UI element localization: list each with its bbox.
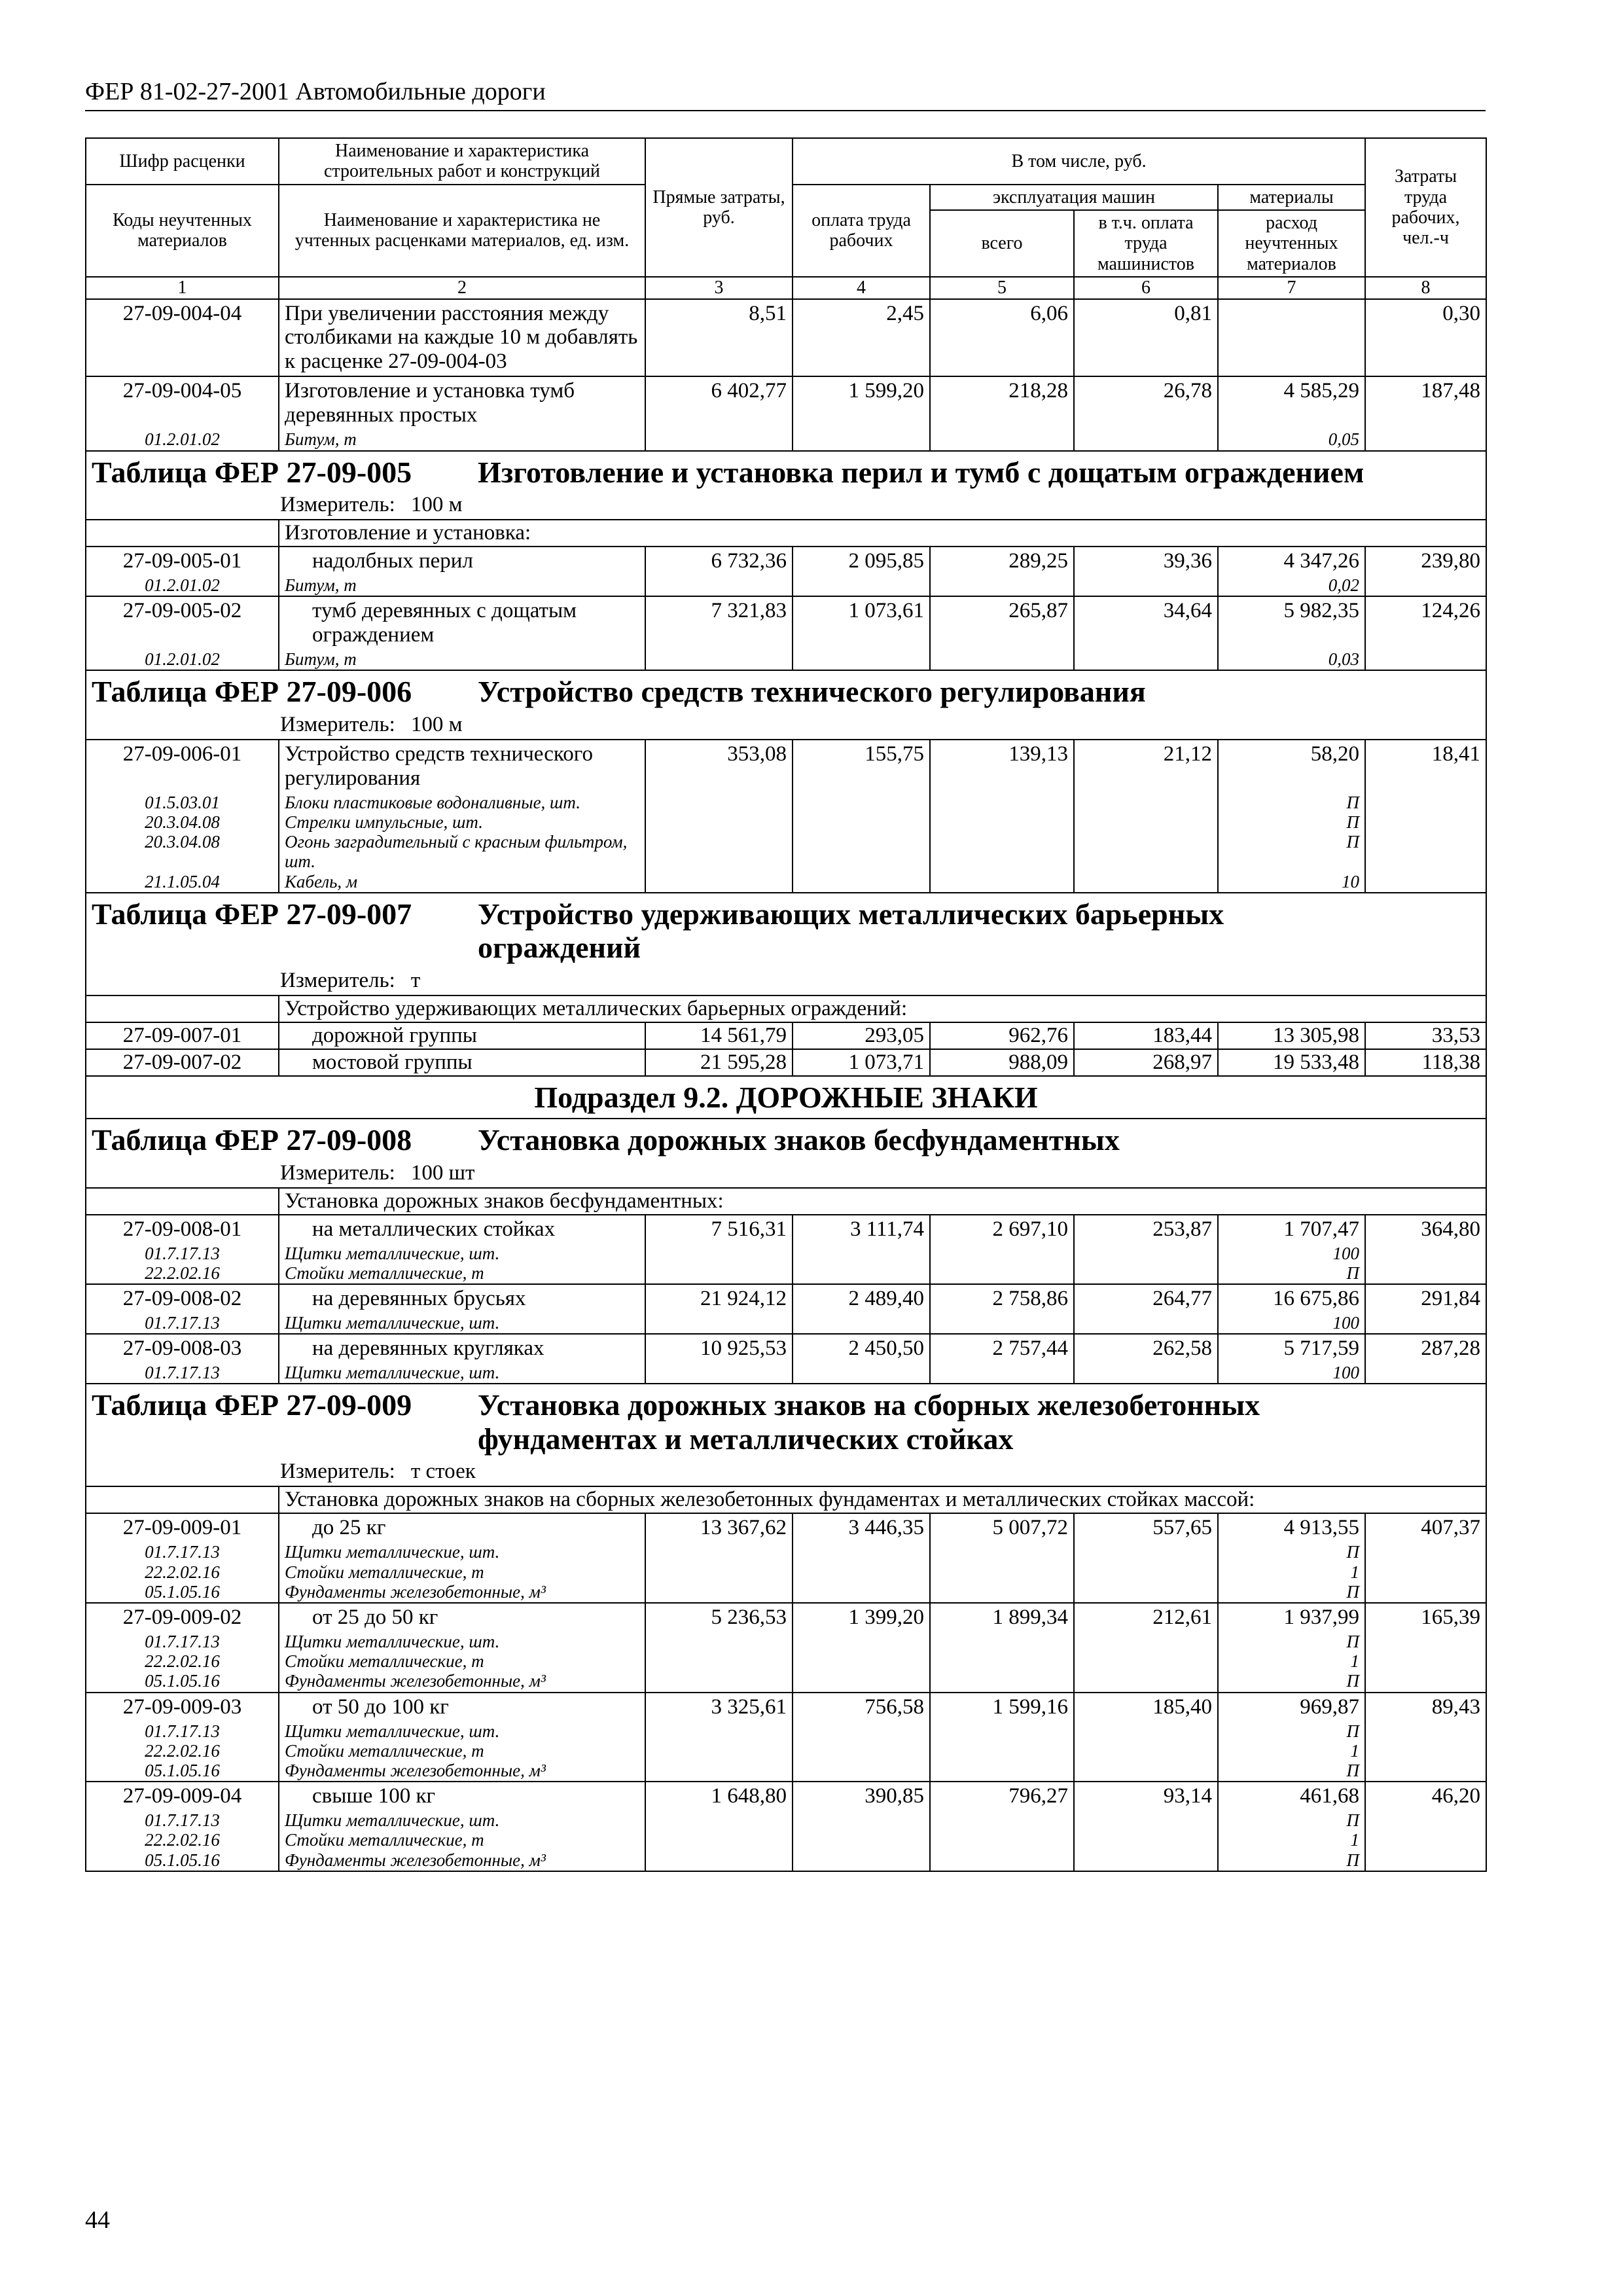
material-code: 05.1.05.16 bbox=[86, 1850, 279, 1871]
material-code: 01.7.17.13 bbox=[86, 1363, 279, 1384]
labor-cost: 390,85 bbox=[793, 1782, 930, 1810]
labor-cost: 3 111,74 bbox=[793, 1215, 930, 1244]
direct-cost: 14 561,79 bbox=[645, 1022, 793, 1049]
table-row bbox=[86, 1603, 1486, 1632]
material-code: 01.5.03.01 bbox=[86, 793, 279, 812]
material-code: 05.1.05.16 bbox=[86, 1761, 279, 1782]
material-row bbox=[86, 1542, 1486, 1562]
material-name: Битум, т bbox=[279, 429, 645, 450]
machinist-cost: 264,77 bbox=[1074, 1284, 1218, 1313]
table-title-row bbox=[86, 893, 1486, 969]
material-qty: 1 bbox=[1218, 1562, 1365, 1582]
th-hours: Затраты труда рабочих, чел.-ч bbox=[1365, 138, 1486, 277]
direct-cost: 353,08 bbox=[645, 740, 793, 793]
labor-hours: 18,41 bbox=[1365, 740, 1486, 793]
th-labor: оплата труда рабочих bbox=[793, 185, 930, 277]
material-row bbox=[86, 1810, 1486, 1830]
material-code: 21.1.05.04 bbox=[86, 872, 279, 893]
material-qty: П bbox=[1218, 1810, 1365, 1830]
rate-name: на металлических стойках bbox=[279, 1215, 645, 1244]
th-mach-total: всего bbox=[930, 210, 1074, 277]
rate-code: 27-09-006-01 bbox=[86, 740, 279, 793]
material-code: 05.1.05.16 bbox=[86, 1671, 279, 1692]
material-qty: П bbox=[1218, 1721, 1365, 1741]
material-code: 01.7.17.13 bbox=[86, 1632, 279, 1651]
table-name: Установка дорожных знаков бесфундаментных bbox=[478, 1123, 1120, 1157]
rates-table bbox=[85, 137, 1487, 1872]
table-title bbox=[86, 670, 1486, 713]
col-number: 4 bbox=[793, 277, 930, 298]
table-title bbox=[86, 1119, 1486, 1161]
material-qty: П bbox=[1218, 1761, 1365, 1782]
material-code: 22.2.02.16 bbox=[86, 1263, 279, 1284]
labor-cost: 1 073,61 bbox=[793, 596, 930, 649]
group-row bbox=[86, 1486, 1486, 1513]
direct-cost: 21 595,28 bbox=[645, 1049, 793, 1076]
measure-unit: т bbox=[410, 968, 421, 992]
material-name: Фундаменты железобетонные, м³ bbox=[279, 1761, 645, 1782]
th-direct: Прямые затраты, руб. bbox=[645, 138, 793, 277]
table-row bbox=[86, 1782, 1486, 1810]
rate-code: 27-09-009-01 bbox=[86, 1513, 279, 1542]
labor-hours: 187,48 bbox=[1365, 376, 1486, 429]
material-qty: П bbox=[1218, 1632, 1365, 1651]
th-name: Наименование и характеристика строительных работ и конструкций bbox=[279, 138, 645, 185]
machinist-cost: 183,44 bbox=[1074, 1022, 1218, 1049]
measure-label: Измеритель: bbox=[280, 493, 395, 517]
table-row bbox=[86, 596, 1486, 649]
machinist-cost: 253,87 bbox=[1074, 1215, 1218, 1244]
table-code: Таблица ФЕР 27-09-007 bbox=[92, 897, 412, 931]
material-name: Стойки металлические, т bbox=[279, 1263, 645, 1284]
measure bbox=[86, 493, 1486, 520]
machine-cost: 1 899,34 bbox=[930, 1603, 1074, 1632]
material-name: Щитки металлические, шт. bbox=[279, 1244, 645, 1263]
material-row bbox=[86, 1671, 1486, 1692]
material-cost: 5 982,35 bbox=[1218, 596, 1365, 649]
table-code: Таблица ФЕР 27-09-009 bbox=[92, 1388, 412, 1422]
material-qty: 1 bbox=[1218, 1830, 1365, 1850]
material-code: 01.7.17.13 bbox=[86, 1313, 279, 1334]
material-row bbox=[86, 1651, 1486, 1671]
table-row bbox=[86, 376, 1486, 429]
material-code: 22.2.02.16 bbox=[86, 1741, 279, 1761]
material-code: 22.2.02.16 bbox=[86, 1562, 279, 1582]
material-cost bbox=[1218, 299, 1365, 377]
machine-cost: 2 758,86 bbox=[930, 1284, 1074, 1313]
group-label: Установка дорожных знаков на сборных железобетонных фундаментах и металлических стойках массой: bbox=[279, 1486, 1486, 1513]
material-name: Щитки металлические, шт. bbox=[279, 1313, 645, 1334]
rate-name: При увеличении расстояния между столбиками на каждые 10 м добавлять к расценке 27-09-004-03 bbox=[279, 299, 645, 377]
rate-code: 27-09-008-01 bbox=[86, 1215, 279, 1244]
material-cost: 4 347,26 bbox=[1218, 547, 1365, 575]
material-name: Щитки металлические, шт. bbox=[279, 1542, 645, 1562]
rate-name: надолбных перил bbox=[279, 547, 645, 575]
measure-label: Измеритель: bbox=[280, 712, 395, 736]
table-code: Таблица ФЕР 27-09-005 bbox=[92, 455, 412, 489]
direct-cost: 13 367,62 bbox=[645, 1513, 793, 1542]
table-title bbox=[86, 1384, 1486, 1460]
labor-hours: 33,53 bbox=[1365, 1022, 1486, 1049]
col-number: 8 bbox=[1365, 277, 1486, 298]
material-row bbox=[86, 832, 1486, 871]
measure-unit: 100 шт bbox=[410, 1160, 475, 1185]
material-cost: 16 675,86 bbox=[1218, 1284, 1365, 1313]
machine-cost: 6,06 bbox=[930, 299, 1074, 377]
material-name: Стойки металлические, т bbox=[279, 1741, 645, 1761]
material-row bbox=[86, 812, 1486, 832]
th-machines: эксплуатация машин bbox=[930, 185, 1218, 210]
table-title-row bbox=[86, 670, 1486, 713]
table-row bbox=[86, 299, 1486, 377]
material-cost: 1 937,99 bbox=[1218, 1603, 1365, 1632]
machinist-cost: 26,78 bbox=[1074, 376, 1218, 429]
rate-name: на деревянных кругляках bbox=[279, 1334, 645, 1363]
col-number: 6 bbox=[1074, 277, 1218, 298]
material-code: 01.7.17.13 bbox=[86, 1542, 279, 1562]
page-header: ФЕР 81-02-27-2001 Автомобильные дороги bbox=[85, 77, 1486, 111]
labor-hours: 239,80 bbox=[1365, 547, 1486, 575]
material-cost: 969,87 bbox=[1218, 1693, 1365, 1721]
labor-hours: 287,28 bbox=[1365, 1334, 1486, 1363]
labor-cost: 3 446,35 bbox=[793, 1513, 930, 1542]
table-row bbox=[86, 1513, 1486, 1542]
labor-hours: 0,30 bbox=[1365, 299, 1486, 377]
rate-code: 27-09-008-03 bbox=[86, 1334, 279, 1363]
machine-cost: 962,76 bbox=[930, 1022, 1074, 1049]
rate-code: 27-09-007-02 bbox=[86, 1049, 279, 1076]
table-title-row bbox=[86, 1384, 1486, 1460]
material-code: 05.1.05.16 bbox=[86, 1582, 279, 1603]
material-name: Стойки металлические, т bbox=[279, 1562, 645, 1582]
rate-name: до 25 кг bbox=[279, 1513, 645, 1542]
section-row bbox=[86, 1076, 1486, 1119]
direct-cost: 3 325,61 bbox=[645, 1693, 793, 1721]
material-name: Стойки металлические, т bbox=[279, 1830, 645, 1850]
material-name: Блоки пластиковые водоналивные, шт. bbox=[279, 793, 645, 812]
material-row bbox=[86, 872, 1486, 893]
material-row bbox=[86, 1582, 1486, 1603]
labor-hours: 364,80 bbox=[1365, 1215, 1486, 1244]
table-row bbox=[86, 1284, 1486, 1313]
table-code: Таблица ФЕР 27-09-006 bbox=[92, 675, 412, 709]
material-name: Битум, т bbox=[279, 575, 645, 596]
material-name: Фундаменты железобетонные, м³ bbox=[279, 1671, 645, 1692]
machinist-cost: 557,65 bbox=[1074, 1513, 1218, 1542]
machinist-cost: 39,36 bbox=[1074, 547, 1218, 575]
labor-cost: 2,45 bbox=[793, 299, 930, 377]
th-materials: материалы bbox=[1218, 185, 1365, 210]
direct-cost: 5 236,53 bbox=[645, 1603, 793, 1632]
table-name-continued: фундаментах и металлических стойках bbox=[478, 1422, 1014, 1456]
table-name: Устройство средств технического регулирования bbox=[478, 675, 1146, 709]
measure-row bbox=[86, 969, 1486, 996]
material-qty: П bbox=[1218, 1542, 1365, 1562]
material-qty: П bbox=[1218, 832, 1365, 871]
material-row bbox=[86, 1632, 1486, 1651]
page-number: 44 bbox=[85, 2206, 110, 2234]
material-code: 20.3.04.08 bbox=[86, 812, 279, 832]
machine-cost: 1 599,16 bbox=[930, 1693, 1074, 1721]
material-name: Фундаменты железобетонные, м³ bbox=[279, 1850, 645, 1871]
rate-code: 27-09-005-02 bbox=[86, 596, 279, 649]
material-cost: 13 305,98 bbox=[1218, 1022, 1365, 1049]
material-row bbox=[86, 1363, 1486, 1384]
th-mat-codes: Коды неучтенных материалов bbox=[86, 185, 279, 277]
labor-cost: 1 399,20 bbox=[793, 1603, 930, 1632]
machine-cost: 289,25 bbox=[930, 547, 1074, 575]
material-qty: П bbox=[1218, 1263, 1365, 1284]
material-row bbox=[86, 1562, 1486, 1582]
table-title-row bbox=[86, 451, 1486, 493]
material-name: Битум, т bbox=[279, 649, 645, 670]
material-qty: 100 bbox=[1218, 1363, 1365, 1384]
col-number: 1 bbox=[86, 277, 279, 298]
material-code: 01.2.01.02 bbox=[86, 649, 279, 670]
material-cost: 4 585,29 bbox=[1218, 376, 1365, 429]
machinist-cost: 93,14 bbox=[1074, 1782, 1218, 1810]
material-qty: 100 bbox=[1218, 1313, 1365, 1334]
material-code: 01.2.01.02 bbox=[86, 429, 279, 450]
col-number: 7 bbox=[1218, 277, 1365, 298]
measure-unit: т стоек bbox=[410, 1460, 476, 1484]
group-label: Изготовление и установка: bbox=[279, 520, 1486, 547]
material-qty: П bbox=[1218, 1671, 1365, 1692]
measure-row bbox=[86, 1460, 1486, 1486]
labor-cost: 155,75 bbox=[793, 740, 930, 793]
rate-code: 27-09-005-01 bbox=[86, 547, 279, 575]
material-row bbox=[86, 1741, 1486, 1761]
material-qty: 1 bbox=[1218, 1741, 1365, 1761]
table-name: Установка дорожных знаков на сборных железобетонных bbox=[478, 1388, 1260, 1422]
material-code: 01.7.17.13 bbox=[86, 1244, 279, 1263]
machinist-cost: 34,64 bbox=[1074, 596, 1218, 649]
th-group: В том числе, руб. bbox=[793, 138, 1365, 185]
labor-cost: 2 450,50 bbox=[793, 1334, 930, 1363]
rate-code: 27-09-004-05 bbox=[86, 376, 279, 429]
machinist-cost: 212,61 bbox=[1074, 1603, 1218, 1632]
material-name: Фундаменты железобетонные, м³ bbox=[279, 1582, 645, 1603]
group-label: Устройство удерживающих металлических барьерных ограждений: bbox=[279, 996, 1486, 1022]
measure-label: Измеритель: bbox=[280, 1460, 395, 1484]
material-name: Огонь заградительный с красным фильтром, шт. bbox=[279, 832, 645, 871]
direct-cost: 10 925,53 bbox=[645, 1334, 793, 1363]
material-cost: 4 913,55 bbox=[1218, 1513, 1365, 1542]
table-code: Таблица ФЕР 27-09-008 bbox=[92, 1123, 412, 1157]
col-number: 5 bbox=[930, 277, 1074, 298]
col-number: 3 bbox=[645, 277, 793, 298]
th-mach-labor: в т.ч. оплата труда машинистов bbox=[1074, 210, 1218, 277]
rate-name: на деревянных брусьях bbox=[279, 1284, 645, 1313]
material-name: Щитки металлические, шт. bbox=[279, 1721, 645, 1741]
measure-row bbox=[86, 713, 1486, 740]
material-qty: 10 bbox=[1218, 872, 1365, 893]
labor-hours: 407,37 bbox=[1365, 1513, 1486, 1542]
labor-cost: 1 073,71 bbox=[793, 1049, 930, 1076]
material-code: 01.2.01.02 bbox=[86, 575, 279, 596]
machine-cost: 2 697,10 bbox=[930, 1215, 1074, 1244]
material-cost: 1 707,47 bbox=[1218, 1215, 1365, 1244]
rate-name: Изготовление и установка тумб деревянных простых bbox=[279, 376, 645, 429]
measure bbox=[86, 1460, 1486, 1486]
th-mat-usage: расход неучтенных материалов bbox=[1218, 210, 1365, 277]
material-code: 20.3.04.08 bbox=[86, 832, 279, 871]
rate-name: Устройство средств технического регулирования bbox=[279, 740, 645, 793]
material-row bbox=[86, 575, 1486, 596]
material-qty: 0,05 bbox=[1218, 429, 1365, 450]
table-row bbox=[86, 1215, 1486, 1244]
material-qty: П bbox=[1218, 793, 1365, 812]
th-code: Шифр расценки bbox=[86, 138, 279, 185]
table-row bbox=[86, 1049, 1486, 1076]
labor-hours: 89,43 bbox=[1365, 1693, 1486, 1721]
group-row bbox=[86, 996, 1486, 1022]
material-row bbox=[86, 793, 1486, 812]
machine-cost: 218,28 bbox=[930, 376, 1074, 429]
machine-cost: 5 007,72 bbox=[930, 1513, 1074, 1542]
header-row-1 bbox=[86, 138, 1486, 185]
measure bbox=[86, 969, 1486, 996]
group-row bbox=[86, 1188, 1486, 1215]
material-row bbox=[86, 1244, 1486, 1263]
direct-cost: 6 402,77 bbox=[645, 376, 793, 429]
th-mat-names: Наименование и характеристика не учтенных расценками материалов, ед. изм. bbox=[279, 185, 645, 277]
machinist-cost: 268,97 bbox=[1074, 1049, 1218, 1076]
material-cost: 5 717,59 bbox=[1218, 1334, 1365, 1363]
material-qty: 1 bbox=[1218, 1651, 1365, 1671]
material-code: 22.2.02.16 bbox=[86, 1830, 279, 1850]
material-cost: 461,68 bbox=[1218, 1782, 1365, 1810]
column-numbers-row bbox=[86, 277, 1486, 298]
material-cost: 58,20 bbox=[1218, 740, 1365, 793]
measure-row bbox=[86, 493, 1486, 520]
rate-code: 27-09-008-02 bbox=[86, 1284, 279, 1313]
group-row bbox=[86, 520, 1486, 547]
material-qty: П bbox=[1218, 1850, 1365, 1871]
material-name: Стойки металлические, т bbox=[279, 1651, 645, 1671]
material-code: 22.2.02.16 bbox=[86, 1651, 279, 1671]
table-row bbox=[86, 1693, 1486, 1721]
table-name-continued: ограждений bbox=[478, 931, 641, 965]
machine-cost: 796,27 bbox=[930, 1782, 1074, 1810]
table-title bbox=[86, 893, 1486, 969]
direct-cost: 21 924,12 bbox=[645, 1284, 793, 1313]
machinist-cost: 21,12 bbox=[1074, 740, 1218, 793]
machine-cost: 988,09 bbox=[930, 1049, 1074, 1076]
direct-cost: 1 648,80 bbox=[645, 1782, 793, 1810]
rate-code: 27-09-009-03 bbox=[86, 1693, 279, 1721]
material-name: Кабель, м bbox=[279, 872, 645, 893]
material-row bbox=[86, 1830, 1486, 1850]
direct-cost: 8,51 bbox=[645, 299, 793, 377]
table-row bbox=[86, 1022, 1486, 1049]
measure-row bbox=[86, 1161, 1486, 1188]
material-name: Щитки металлические, шт. bbox=[279, 1363, 645, 1384]
labor-hours: 165,39 bbox=[1365, 1603, 1486, 1632]
labor-cost: 2 095,85 bbox=[793, 547, 930, 575]
labor-hours: 291,84 bbox=[1365, 1284, 1486, 1313]
material-name: Стрелки импульсные, шт. bbox=[279, 812, 645, 832]
rate-name: от 25 до 50 кг bbox=[279, 1603, 645, 1632]
table-name: Устройство удерживающих металлических барьерных bbox=[478, 897, 1224, 931]
material-qty: 0,02 bbox=[1218, 575, 1365, 596]
rate-name: тумб деревянных с дощатым ограждением bbox=[279, 596, 645, 649]
direct-cost: 6 732,36 bbox=[645, 547, 793, 575]
table-row bbox=[86, 1334, 1486, 1363]
material-cost: 19 533,48 bbox=[1218, 1049, 1365, 1076]
group-label: Установка дорожных знаков бесфундаментных: bbox=[279, 1188, 1486, 1215]
table-row bbox=[86, 740, 1486, 793]
rate-name: мостовой группы bbox=[279, 1049, 645, 1076]
machine-cost: 265,87 bbox=[930, 596, 1074, 649]
labor-hours: 124,26 bbox=[1365, 596, 1486, 649]
material-code: 01.7.17.13 bbox=[86, 1721, 279, 1741]
measure-label: Измеритель: bbox=[280, 1160, 395, 1185]
rate-code: 27-09-009-04 bbox=[86, 1782, 279, 1810]
material-row bbox=[86, 649, 1486, 670]
table-title bbox=[86, 451, 1486, 493]
col-number: 2 bbox=[279, 277, 645, 298]
labor-cost: 2 489,40 bbox=[793, 1284, 930, 1313]
material-qty: П bbox=[1218, 1582, 1365, 1603]
material-qty: П bbox=[1218, 812, 1365, 832]
measure bbox=[86, 713, 1486, 740]
measure-unit: 100 м bbox=[410, 712, 463, 736]
machine-cost: 2 757,44 bbox=[930, 1334, 1074, 1363]
direct-cost: 7 321,83 bbox=[645, 596, 793, 649]
section-title: Подраздел 9.2. ДОРОЖНЫЕ ЗНАКИ bbox=[86, 1076, 1486, 1119]
rate-code: 27-09-007-01 bbox=[86, 1022, 279, 1049]
material-row bbox=[86, 429, 1486, 450]
material-row bbox=[86, 1850, 1486, 1871]
rate-name: свыше 100 кг bbox=[279, 1782, 645, 1810]
measure bbox=[86, 1161, 1486, 1188]
labor-cost: 756,58 bbox=[793, 1693, 930, 1721]
direct-cost: 7 516,31 bbox=[645, 1215, 793, 1244]
material-row bbox=[86, 1313, 1486, 1334]
material-qty: 0,03 bbox=[1218, 649, 1365, 670]
rate-name: от 50 до 100 кг bbox=[279, 1693, 645, 1721]
table-name: Изготовление и установка перил и тумб с дощатым ограждением bbox=[478, 455, 1364, 489]
material-code: 01.7.17.13 bbox=[86, 1810, 279, 1830]
measure-unit: 100 м bbox=[410, 493, 463, 517]
machinist-cost: 185,40 bbox=[1074, 1693, 1218, 1721]
labor-cost: 293,05 bbox=[793, 1022, 930, 1049]
machinist-cost: 262,58 bbox=[1074, 1334, 1218, 1363]
machine-cost: 139,13 bbox=[930, 740, 1074, 793]
material-qty: 100 bbox=[1218, 1244, 1365, 1263]
material-row bbox=[86, 1263, 1486, 1284]
measure-label: Измеритель: bbox=[280, 968, 395, 992]
labor-cost: 1 599,20 bbox=[793, 376, 930, 429]
rate-code: 27-09-009-02 bbox=[86, 1603, 279, 1632]
material-row bbox=[86, 1721, 1486, 1741]
rate-name: дорожной группы bbox=[279, 1022, 645, 1049]
machinist-cost: 0,81 bbox=[1074, 299, 1218, 377]
labor-hours: 46,20 bbox=[1365, 1782, 1486, 1810]
labor-hours: 118,38 bbox=[1365, 1049, 1486, 1076]
table-row bbox=[86, 547, 1486, 575]
table-title-row bbox=[86, 1119, 1486, 1161]
rate-code: 27-09-004-04 bbox=[86, 299, 279, 377]
material-name: Щитки металлические, шт. bbox=[279, 1810, 645, 1830]
material-row bbox=[86, 1761, 1486, 1782]
material-name: Щитки металлические, шт. bbox=[279, 1632, 645, 1651]
